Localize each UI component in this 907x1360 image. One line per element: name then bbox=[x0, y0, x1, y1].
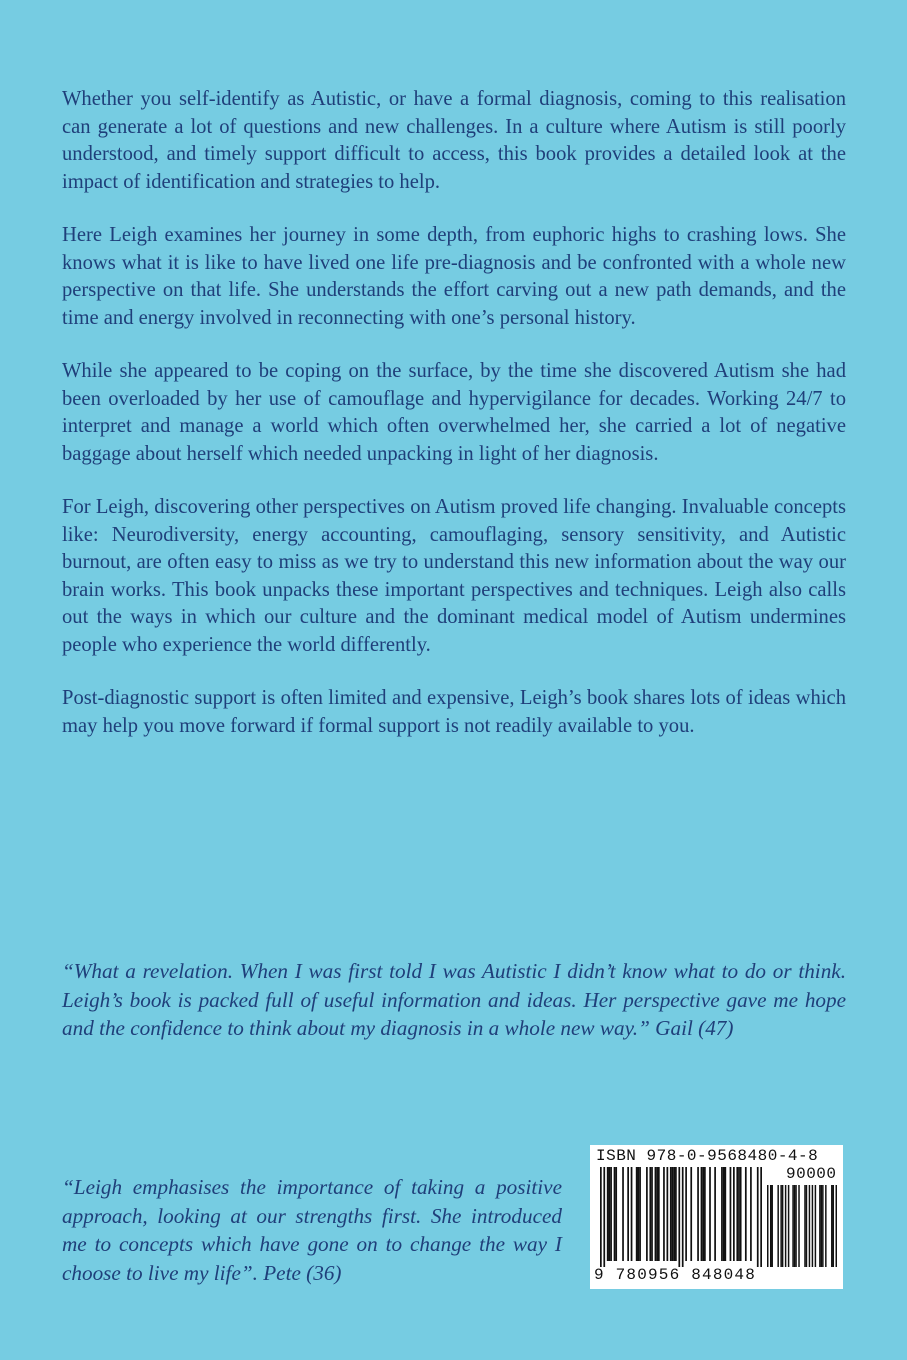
price-code: 90000 bbox=[786, 1165, 837, 1183]
barcode-bar bbox=[750, 1167, 752, 1261]
addon-bar bbox=[833, 1185, 834, 1267]
barcode-bar bbox=[723, 1167, 725, 1261]
addon-bar bbox=[815, 1185, 816, 1267]
barcode-bar bbox=[690, 1167, 692, 1261]
addon-bar bbox=[825, 1185, 826, 1267]
barcode-bar bbox=[714, 1167, 716, 1261]
blurb bbox=[62, 86, 846, 766]
barcode-bar bbox=[697, 1167, 699, 1261]
addon-bar bbox=[777, 1185, 778, 1267]
addon-bar bbox=[806, 1185, 807, 1267]
barcode-bar bbox=[610, 1167, 612, 1261]
barcode-bar bbox=[646, 1167, 648, 1261]
barcode-bar bbox=[760, 1167, 762, 1267]
barcode-bar bbox=[663, 1167, 665, 1261]
barcode-bar bbox=[667, 1167, 669, 1261]
barcode-bar bbox=[600, 1167, 602, 1267]
blurb-paragraph-5: Post-diagnostic support is often limited and expensive, Leigh’s book shares lots of ideas which may help you move forward if formal support is not readily available to you. bbox=[62, 687, 846, 737]
addon-bar bbox=[780, 1185, 781, 1267]
blurb-paragraph-3: While she appeared to be coping on the surface, by the time she discovered Autism she had been overloaded by her use of camouflage and hypervigilance for decades. Working 24/7 to interpret and manage a world which often overwhelmed her, she carried a lot of negative baggage about herself which needed unpacking in light of her diagnosis. bbox=[62, 360, 846, 465]
barcode-bar bbox=[631, 1167, 633, 1261]
addon-bar bbox=[819, 1185, 820, 1267]
addon-bar bbox=[788, 1185, 789, 1267]
testimonial-gail: “What a revelation. When I was first told I was Autistic I didn’t know what to do or think. Leigh’s book is packed full of useful information and ideas. Her perspective gave me hope and the confidence to think about my diagnosis in a whole new way.” Gail (47) bbox=[62, 959, 846, 1040]
addon-bar bbox=[812, 1185, 813, 1267]
addon-bar bbox=[767, 1185, 768, 1267]
barcode-bar bbox=[655, 1167, 657, 1261]
barcode-bar bbox=[736, 1167, 738, 1261]
barcode-bar bbox=[701, 1167, 703, 1261]
addon-bar bbox=[782, 1185, 783, 1267]
barcode-bar bbox=[658, 1167, 660, 1261]
addon-bar bbox=[798, 1185, 799, 1267]
barcode-bar bbox=[607, 1167, 609, 1261]
barcode-bar bbox=[636, 1167, 638, 1261]
addon-bar bbox=[785, 1185, 786, 1267]
barcode-bar bbox=[704, 1167, 706, 1261]
barcode-bar bbox=[682, 1167, 684, 1267]
addon-bar bbox=[822, 1185, 823, 1267]
barcode-bar bbox=[675, 1167, 677, 1261]
barcode-bar bbox=[733, 1167, 735, 1261]
addon-bar bbox=[804, 1185, 805, 1267]
addon-bar bbox=[771, 1185, 772, 1267]
barcode-bar bbox=[702, 1167, 704, 1261]
blurb-paragraph-1: Whether you self-identify as Autistic, or have a formal diagnosis, coming to this realisation can generate a lot of questions and new challenges. In a culture where Autism is still poorly understood, and timely support difficult to access, this book provides a detailed look at the impact of identification and strategies to help. bbox=[62, 88, 846, 193]
addon-bars bbox=[767, 1185, 837, 1267]
barcode-bar bbox=[670, 1167, 672, 1261]
barcode-bar bbox=[651, 1167, 653, 1261]
barcode-bar bbox=[672, 1167, 674, 1261]
blurb-paragraph-2: Here Leigh examines her journey in some depth, from euphoric highs to crashing lows. She knows what it is like to have lived one life pre-diagnosis and be confronted with a whole new perspective on that life. She understands the effort carving out a new path demands, and the time and energy involved in reconnecting with one’s personal history. bbox=[62, 224, 846, 329]
testimonial-pete: “Leigh emphasises the importance of taking a positive approach, looking at our strengths first. She introduced me to concepts which have gone on to change the way I choose to live my life”. Pete (36) bbox=[62, 1175, 562, 1285]
addon-bar bbox=[792, 1185, 793, 1267]
barcode-bar bbox=[709, 1167, 711, 1261]
barcode-bar bbox=[740, 1167, 742, 1261]
barcode-bar bbox=[721, 1167, 723, 1261]
addon-bar bbox=[809, 1185, 810, 1267]
addon-bar bbox=[831, 1185, 832, 1267]
barcode-bar bbox=[738, 1167, 740, 1261]
addon-bar bbox=[821, 1185, 822, 1267]
ean13-bars bbox=[600, 1167, 762, 1267]
ean-digits: 9 780956 848048 bbox=[594, 1266, 757, 1284]
barcode-bar bbox=[638, 1167, 640, 1261]
barcode-bar bbox=[685, 1167, 687, 1261]
barcode-bar bbox=[639, 1167, 641, 1261]
barcode-bar bbox=[724, 1167, 726, 1261]
barcode-bar bbox=[627, 1167, 629, 1261]
addon-bar bbox=[836, 1185, 837, 1267]
barcode-bar bbox=[622, 1167, 624, 1261]
addon-bar bbox=[795, 1185, 796, 1267]
barcode-bar bbox=[614, 1167, 616, 1261]
barcode-bar bbox=[649, 1167, 651, 1261]
addon-bar bbox=[770, 1185, 771, 1267]
isbn-barcode bbox=[590, 1145, 843, 1289]
barcode-bar bbox=[673, 1167, 675, 1261]
barcode-bar bbox=[609, 1167, 611, 1261]
barcode-bar bbox=[678, 1167, 680, 1267]
barcode-bar bbox=[656, 1167, 658, 1261]
blurb-paragraph-4: For Leigh, discovering other perspectives on Autism proved life changing. Invaluable concepts like: Neurodiversity, energy accounting, camouflaging, sensory sensitivity, and Autistic burnout, are often easy to miss as we try to understand this new information about the way our brain works. This book unpacks these important perspectives and techniques. Leigh also calls out the ways in which our culture and the dominant medical model of Autism undermines people who experience the world differently. bbox=[62, 496, 846, 656]
barcode-bar bbox=[603, 1167, 605, 1267]
barcode-bar bbox=[615, 1167, 617, 1261]
barcode-bar bbox=[730, 1167, 732, 1261]
isbn-label: ISBN 978-0-9568480-4-8 bbox=[596, 1147, 819, 1165]
addon-bar bbox=[794, 1185, 795, 1267]
barcode-bar bbox=[757, 1167, 759, 1267]
barcode-bar bbox=[745, 1167, 747, 1261]
